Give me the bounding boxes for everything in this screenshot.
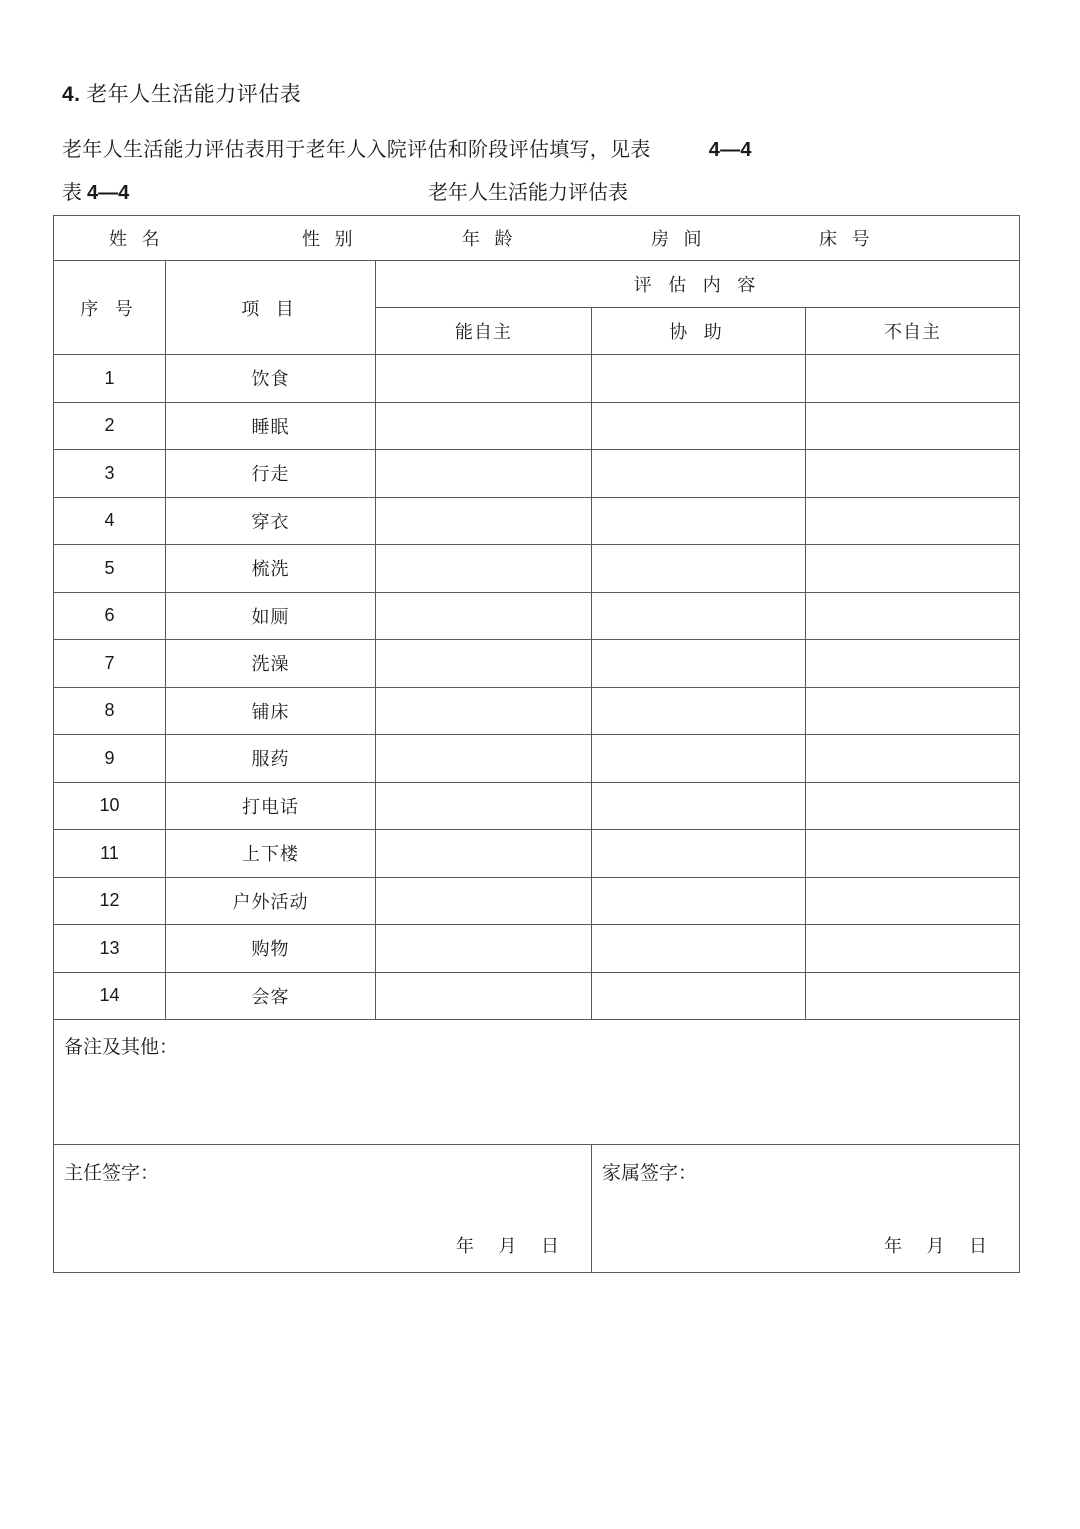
row-item-label: 行走 bbox=[166, 450, 376, 498]
cell-assisted[interactable] bbox=[592, 687, 806, 735]
row-item-label: 穿衣 bbox=[166, 497, 376, 545]
signature-row bbox=[54, 1145, 1020, 1273]
cell-independent[interactable] bbox=[376, 735, 592, 783]
cell-independent[interactable] bbox=[376, 545, 592, 593]
table-row bbox=[54, 355, 1020, 403]
row-number: 14 bbox=[54, 972, 166, 1020]
cell-independent[interactable] bbox=[376, 782, 592, 830]
table-row bbox=[54, 450, 1020, 498]
cell-assisted[interactable] bbox=[592, 925, 806, 973]
row-item-label: 饮食 bbox=[166, 355, 376, 403]
cell-assisted[interactable] bbox=[592, 640, 806, 688]
cell-assisted[interactable] bbox=[592, 735, 806, 783]
cell-dependent[interactable] bbox=[806, 592, 1020, 640]
cell-assisted[interactable] bbox=[592, 877, 806, 925]
cell-dependent[interactable] bbox=[806, 830, 1020, 878]
field-label-gender: 性 别 bbox=[302, 229, 358, 249]
field-label-room: 房 间 bbox=[651, 229, 707, 249]
intro-table-reference: 4—4 bbox=[708, 139, 752, 161]
table-caption-number: 4—4 bbox=[87, 182, 130, 204]
table-row bbox=[54, 545, 1020, 593]
row-item-label: 睡眠 bbox=[166, 402, 376, 450]
cell-dependent[interactable] bbox=[806, 687, 1020, 735]
row-number: 2 bbox=[54, 402, 166, 450]
cell-independent[interactable] bbox=[376, 830, 592, 878]
table-row bbox=[54, 782, 1020, 830]
family-signature-cell[interactable] bbox=[592, 1145, 1020, 1273]
header-row-primary bbox=[54, 261, 1020, 308]
cell-assisted[interactable] bbox=[592, 497, 806, 545]
family-signature-label: 家属签字： bbox=[602, 1163, 698, 1184]
cell-independent[interactable] bbox=[376, 687, 592, 735]
row-number: 11 bbox=[54, 830, 166, 878]
cell-independent[interactable] bbox=[376, 972, 592, 1020]
cell-independent[interactable] bbox=[376, 402, 592, 450]
cell-independent[interactable] bbox=[376, 497, 592, 545]
notes-cell[interactable] bbox=[54, 1020, 1020, 1145]
cell-assisted[interactable] bbox=[592, 972, 806, 1020]
cell-independent[interactable] bbox=[376, 925, 592, 973]
table-row bbox=[54, 877, 1020, 925]
cell-dependent[interactable] bbox=[806, 355, 1020, 403]
table-row bbox=[54, 497, 1020, 545]
identity-fields-cell bbox=[54, 216, 1020, 261]
row-item-label: 铺床 bbox=[166, 687, 376, 735]
intro-text: 老年人生活能力评估表用于老年人入院评估和阶段评估填写，见表 bbox=[62, 139, 651, 161]
row-number: 7 bbox=[54, 640, 166, 688]
cell-assisted[interactable] bbox=[592, 545, 806, 593]
row-number: 4 bbox=[54, 497, 166, 545]
table-row bbox=[54, 640, 1020, 688]
row-number: 3 bbox=[54, 450, 166, 498]
elderly-ability-assessment-table bbox=[53, 215, 1020, 1273]
row-item-label: 梳洗 bbox=[166, 545, 376, 593]
cell-independent[interactable] bbox=[376, 355, 592, 403]
family-signature-date: 年 月 日 bbox=[884, 1236, 998, 1256]
row-number: 13 bbox=[54, 925, 166, 973]
row-number: 12 bbox=[54, 877, 166, 925]
row-number: 6 bbox=[54, 592, 166, 640]
table-row bbox=[54, 972, 1020, 1020]
cell-assisted[interactable] bbox=[592, 450, 806, 498]
table-row bbox=[54, 402, 1020, 450]
column-header-seq: 序 号 bbox=[54, 261, 166, 355]
column-header-level-assisted: 协 助 bbox=[592, 308, 806, 355]
row-number: 1 bbox=[54, 355, 166, 403]
cell-independent[interactable] bbox=[376, 640, 592, 688]
column-header-assessment: 评 估 内 容 bbox=[376, 261, 1020, 308]
director-signature-label: 主任签字： bbox=[64, 1163, 160, 1184]
section-number: 4. bbox=[62, 83, 81, 106]
cell-dependent[interactable] bbox=[806, 972, 1020, 1020]
table-row bbox=[54, 592, 1020, 640]
table-row bbox=[54, 687, 1020, 735]
cell-assisted[interactable] bbox=[592, 782, 806, 830]
row-number: 8 bbox=[54, 687, 166, 735]
section-title: 老年人生活能力评估表 bbox=[86, 82, 302, 106]
row-item-label: 打电话 bbox=[166, 782, 376, 830]
notes-label: 备注及其他： bbox=[64, 1037, 179, 1058]
cell-dependent[interactable] bbox=[806, 925, 1020, 973]
row-item-label: 户外活动 bbox=[166, 877, 376, 925]
cell-dependent[interactable] bbox=[806, 877, 1020, 925]
cell-independent[interactable] bbox=[376, 877, 592, 925]
table-caption bbox=[62, 176, 762, 205]
cell-assisted[interactable] bbox=[592, 355, 806, 403]
cell-independent[interactable] bbox=[376, 592, 592, 640]
field-label-bed: 床 号 bbox=[819, 229, 875, 249]
cell-assisted[interactable] bbox=[592, 830, 806, 878]
cell-dependent[interactable] bbox=[806, 782, 1020, 830]
field-label-name: 姓 名 bbox=[109, 229, 165, 249]
row-number: 9 bbox=[54, 735, 166, 783]
column-header-level-independent: 能自主 bbox=[376, 308, 592, 355]
cell-dependent[interactable] bbox=[806, 735, 1020, 783]
row-item-label: 会客 bbox=[166, 972, 376, 1020]
cell-assisted[interactable] bbox=[592, 402, 806, 450]
row-item-label: 购物 bbox=[166, 925, 376, 973]
page-title bbox=[62, 78, 301, 108]
cell-dependent[interactable] bbox=[806, 640, 1020, 688]
row-item-label: 上下楼 bbox=[166, 830, 376, 878]
notes-row bbox=[54, 1020, 1020, 1145]
row-item-label: 服药 bbox=[166, 735, 376, 783]
row-number: 5 bbox=[54, 545, 166, 593]
table-row bbox=[54, 735, 1020, 783]
cell-dependent[interactable] bbox=[806, 497, 1020, 545]
cell-dependent[interactable] bbox=[806, 450, 1020, 498]
cell-independent[interactable] bbox=[376, 450, 592, 498]
column-header-item: 项 目 bbox=[166, 261, 376, 355]
director-signature-date: 年 月 日 bbox=[456, 1236, 569, 1256]
identity-row bbox=[54, 216, 1020, 261]
table-caption-label bbox=[62, 176, 129, 205]
row-number: 10 bbox=[54, 782, 166, 830]
table-caption-prefix: 表 bbox=[62, 182, 82, 204]
table-row bbox=[54, 830, 1020, 878]
intro-paragraph bbox=[62, 133, 752, 162]
row-item-label: 如厕 bbox=[166, 592, 376, 640]
cell-assisted[interactable] bbox=[592, 592, 806, 640]
table-caption-title: 老年人生活能力评估表 bbox=[428, 182, 628, 204]
table-row bbox=[54, 925, 1020, 973]
row-item-label: 洗澡 bbox=[166, 640, 376, 688]
column-header-level-dependent: 不自主 bbox=[806, 308, 1020, 355]
director-signature-cell[interactable] bbox=[54, 1145, 592, 1273]
cell-dependent[interactable] bbox=[806, 402, 1020, 450]
field-label-age: 年 龄 bbox=[462, 229, 518, 249]
cell-dependent[interactable] bbox=[806, 545, 1020, 593]
